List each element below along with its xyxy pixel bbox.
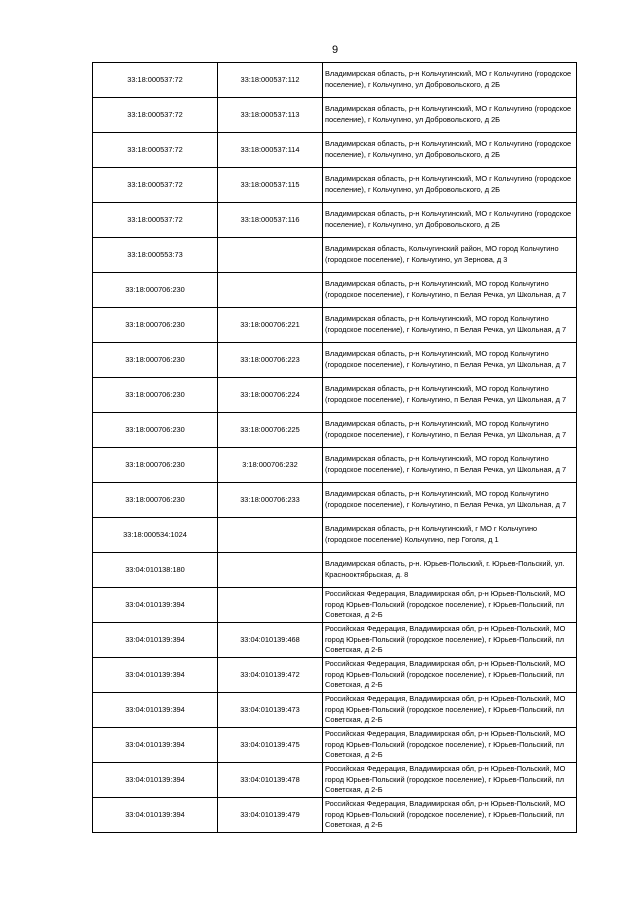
table-row	[93, 448, 577, 483]
object-number-cell: 33:04:010139:475	[218, 728, 323, 763]
parcel-number-cell: 33:18:000534:1024	[93, 518, 218, 553]
object-number-cell: 3:18:000706:232	[218, 448, 323, 483]
object-number-cell: 33:18:000706:223	[218, 343, 323, 378]
object-number-cell: 33:18:000706:224	[218, 378, 323, 413]
parcel-number-cell: 33:18:000537:72	[93, 168, 218, 203]
object-number-cell: 33:18:000537:112	[218, 63, 323, 98]
address-cell: Российская Федерация, Владимирская обл, р-н Юрьев-Польский, МО город Юрьев-Польский (городское поселение), г Юрьев-Польский, пл Советская, д 2-Б	[323, 798, 577, 833]
object-number-cell: 33:04:010139:479	[218, 798, 323, 833]
address-cell: Владимирская область, р-н Кольчугинский, МО город Кольчугино (городское поселение), г Кольчугино, п Белая Речка, ул Школьная, д 7	[323, 378, 577, 413]
address-cell: Владимирская область, р-н Кольчугинский, МО г Кольчугино (городское поселение), г Кольчугино, ул Добровольского, д 2Б	[323, 63, 577, 98]
object-number-cell: 33:18:000537:113	[218, 98, 323, 133]
address-cell: Владимирская область, р-н Кольчугинский, МО г Кольчугино (городское поселение), г Кольчугино, ул Добровольского, д 2Б	[323, 168, 577, 203]
parcel-number-cell: 33:18:000706:230	[93, 378, 218, 413]
object-number-cell: 33:04:010139:473	[218, 693, 323, 728]
address-cell: Российская Федерация, Владимирская обл, р-н Юрьев-Польский, МО город Юрьев-Польский (городское поселение), г Юрьев-Польский, пл Советская, д 2-Б	[323, 728, 577, 763]
table-row	[93, 763, 577, 798]
object-number-cell	[218, 273, 323, 308]
table-row	[93, 728, 577, 763]
parcel-number-cell: 33:18:000706:230	[93, 273, 218, 308]
address-cell: Владимирская область, р-н Кольчугинский, МО город Кольчугино (городское поселение), г Кольчугино, п Белая Речка, ул Школьная, д 7	[323, 308, 577, 343]
table-row	[93, 553, 577, 588]
parcel-number-cell: 33:04:010139:394	[93, 798, 218, 833]
registry-table	[92, 62, 577, 833]
parcel-number-cell: 33:04:010139:394	[93, 588, 218, 623]
address-cell: Владимирская область, р-н Кольчугинский, МО г Кольчугино (городское поселение), г Кольчугино, ул Добровольского, д 2Б	[323, 203, 577, 238]
table-row	[93, 98, 577, 133]
object-number-cell: 33:18:000706:221	[218, 308, 323, 343]
address-cell: Российская Федерация, Владимирская обл, р-н Юрьев-Польский, МО город Юрьев-Польский (городское поселение), г Юрьев-Польский, пл Советская, д 2-Б	[323, 763, 577, 798]
parcel-number-cell: 33:18:000537:72	[93, 133, 218, 168]
table-row	[93, 168, 577, 203]
address-cell: Владимирская область, р-н Кольчугинский, МО город Кольчугино (городское поселение), г Кольчугино, п Белая Речка, ул Школьная, д 7	[323, 343, 577, 378]
page-number: 9	[331, 44, 339, 56]
address-cell: Российская Федерация, Владимирская обл, р-н Юрьев-Польский, МО город Юрьев-Польский (городское поселение), г Юрьев-Польский, пл Советская, д 2-Б	[323, 658, 577, 693]
table-row	[93, 588, 577, 623]
parcel-number-cell: 33:04:010139:394	[93, 693, 218, 728]
parcel-number-cell: 33:18:000553:73	[93, 238, 218, 273]
table-row	[93, 63, 577, 98]
parcel-number-cell: 33:04:010139:394	[93, 728, 218, 763]
table-row	[93, 483, 577, 518]
address-cell: Российская Федерация, Владимирская обл, р-н Юрьев-Польский, МО город Юрьев-Польский (городское поселение), г Юрьев-Польский, пл Советская, д 2-Б	[323, 693, 577, 728]
table-row	[93, 238, 577, 273]
table-row	[93, 798, 577, 833]
address-cell: Владимирская область, р-н Кольчугинский, г МО г Кольчугино (городское поселение) Кольчугино, пер Гоголя, д 1	[323, 518, 577, 553]
table-row	[93, 308, 577, 343]
address-cell: Владимирская область, р-н. Юрьев-Польский, г. Юрьев-Польский, ул. Краснооктябрьская, д. 8	[323, 553, 577, 588]
table-row	[93, 413, 577, 448]
table-row	[93, 273, 577, 308]
table-row	[93, 203, 577, 238]
parcel-number-cell: 33:18:000706:230	[93, 343, 218, 378]
address-cell: Владимирская область, р-н Кольчугинский, МО город Кольчугино (городское поселение), г Кольчугино, п Белая Речка, ул Школьная, д 7	[323, 448, 577, 483]
table-row	[93, 518, 577, 553]
object-number-cell: 33:18:000706:233	[218, 483, 323, 518]
object-number-cell: 33:18:000706:225	[218, 413, 323, 448]
object-number-cell: 33:18:000537:115	[218, 168, 323, 203]
parcel-number-cell: 33:04:010139:394	[93, 623, 218, 658]
table-row	[93, 693, 577, 728]
address-cell: Владимирская область, р-н Кольчугинский, МО г Кольчугино (городское поселение), г Кольчугино, ул Добровольского, д 2Б	[323, 133, 577, 168]
address-cell: Владимирская область, р-н Кольчугинский, МО город Кольчугино (городское поселение), г Кольчугино, п Белая Речка, ул Школьная, д 7	[323, 273, 577, 308]
address-cell: Российская Федерация, Владимирская обл, р-н Юрьев-Польский, МО город Юрьев-Польский (городское поселение), г Юрьев-Польский, пл Советская, д 2-Б	[323, 588, 577, 623]
table-row	[93, 133, 577, 168]
object-number-cell	[218, 553, 323, 588]
parcel-number-cell: 33:18:000537:72	[93, 63, 218, 98]
parcel-number-cell: 33:18:000706:230	[93, 308, 218, 343]
table-row	[93, 378, 577, 413]
address-cell: Российская Федерация, Владимирская обл, р-н Юрьев-Польский, МО город Юрьев-Польский (городское поселение), г Юрьев-Польский, пл Советская, д 2-Б	[323, 623, 577, 658]
address-cell: Владимирская область, р-н Кольчугинский, МО г Кольчугино (городское поселение), г Кольчугино, ул Добровольского, д 2Б	[323, 98, 577, 133]
object-number-cell	[218, 518, 323, 553]
parcel-number-cell: 33:18:000706:230	[93, 448, 218, 483]
object-number-cell: 33:04:010139:478	[218, 763, 323, 798]
address-cell: Владимирская область, р-н Кольчугинский, МО город Кольчугино (городское поселение), г Кольчугино, п Белая Речка, ул Школьная, д 7	[323, 483, 577, 518]
address-cell: Владимирская область, р-н Кольчугинский, МО город Кольчугино (городское поселение), г Кольчугино, п Белая Речка, ул Школьная, д 7	[323, 413, 577, 448]
object-number-cell	[218, 238, 323, 273]
object-number-cell	[218, 588, 323, 623]
parcel-number-cell: 33:18:000537:72	[93, 98, 218, 133]
parcel-number-cell: 33:18:000706:230	[93, 483, 218, 518]
object-number-cell: 33:18:000537:116	[218, 203, 323, 238]
registry-table-body	[93, 63, 577, 833]
parcel-number-cell: 33:04:010139:394	[93, 658, 218, 693]
table-row	[93, 623, 577, 658]
object-number-cell: 33:04:010139:468	[218, 623, 323, 658]
parcel-number-cell: 33:18:000706:230	[93, 413, 218, 448]
object-number-cell: 33:18:000537:114	[218, 133, 323, 168]
parcel-number-cell: 33:04:010139:394	[93, 763, 218, 798]
table-row	[93, 343, 577, 378]
parcel-number-cell: 33:04:010138:180	[93, 553, 218, 588]
table-row	[93, 658, 577, 693]
parcel-number-cell: 33:18:000537:72	[93, 203, 218, 238]
address-cell: Владимирская область, Кольчугинский район, МО город Кольчугино (городское поселение), г Кольчугино, ул Зернова, д 3	[323, 238, 577, 273]
object-number-cell: 33:04:010139:472	[218, 658, 323, 693]
